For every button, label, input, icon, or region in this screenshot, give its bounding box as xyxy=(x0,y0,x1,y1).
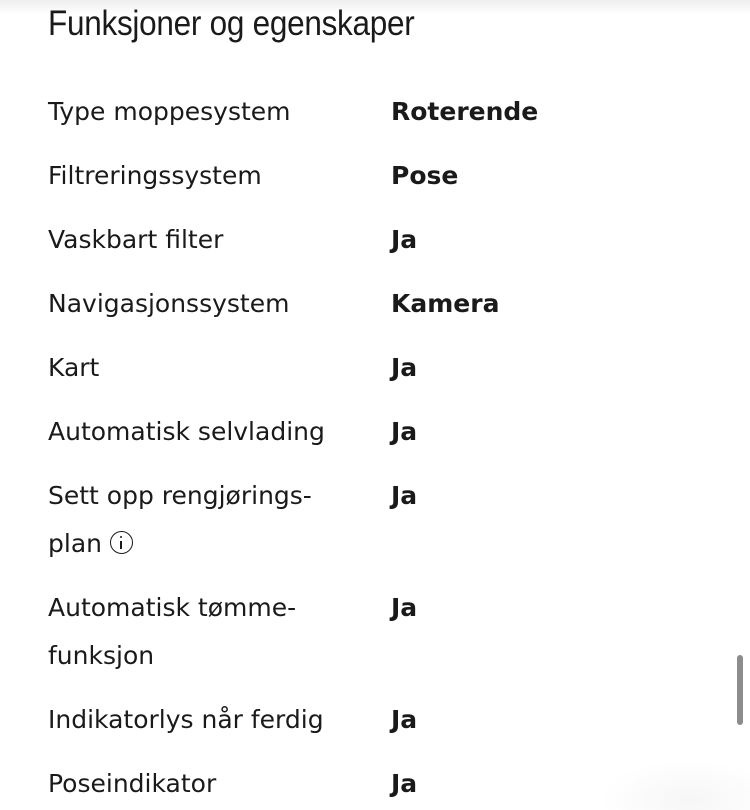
spec-value: Pose xyxy=(391,161,459,190)
spec-label: Sett opp rengjørings- plan xyxy=(48,481,312,558)
spec-value: Ja xyxy=(391,481,418,510)
spec-label: Kart xyxy=(48,353,100,382)
spec-value: Ja xyxy=(391,769,418,798)
spec-label: Navigasjonssystem xyxy=(48,289,290,318)
spec-value: Roterende xyxy=(391,97,539,126)
spec-value: Ja xyxy=(391,417,418,446)
info-circle-icon[interactable] xyxy=(110,531,133,554)
spec-value: Ja xyxy=(391,225,418,254)
spec-value: Ja xyxy=(391,593,418,622)
spec-label: Automatisk tømme- funksjon xyxy=(48,593,297,670)
spec-value: Ja xyxy=(391,705,418,734)
spec-label: Indikatorlys når ferdig xyxy=(48,705,324,734)
spec-value: Kamera xyxy=(391,289,500,318)
corner-fade xyxy=(600,760,750,810)
spec-label: Automatisk selvlading xyxy=(48,417,325,446)
spec-label: Poseindikator xyxy=(48,769,217,798)
spec-value: Ja xyxy=(391,353,418,382)
section-title: Funksjoner og egenskaper xyxy=(48,4,415,43)
spec-label: Filtreringssystem xyxy=(48,161,262,190)
spec-label: Vaskbart filter xyxy=(48,225,224,254)
scrollbar-thumb[interactable] xyxy=(737,655,743,725)
spec-label: Type moppesystem xyxy=(48,97,291,126)
